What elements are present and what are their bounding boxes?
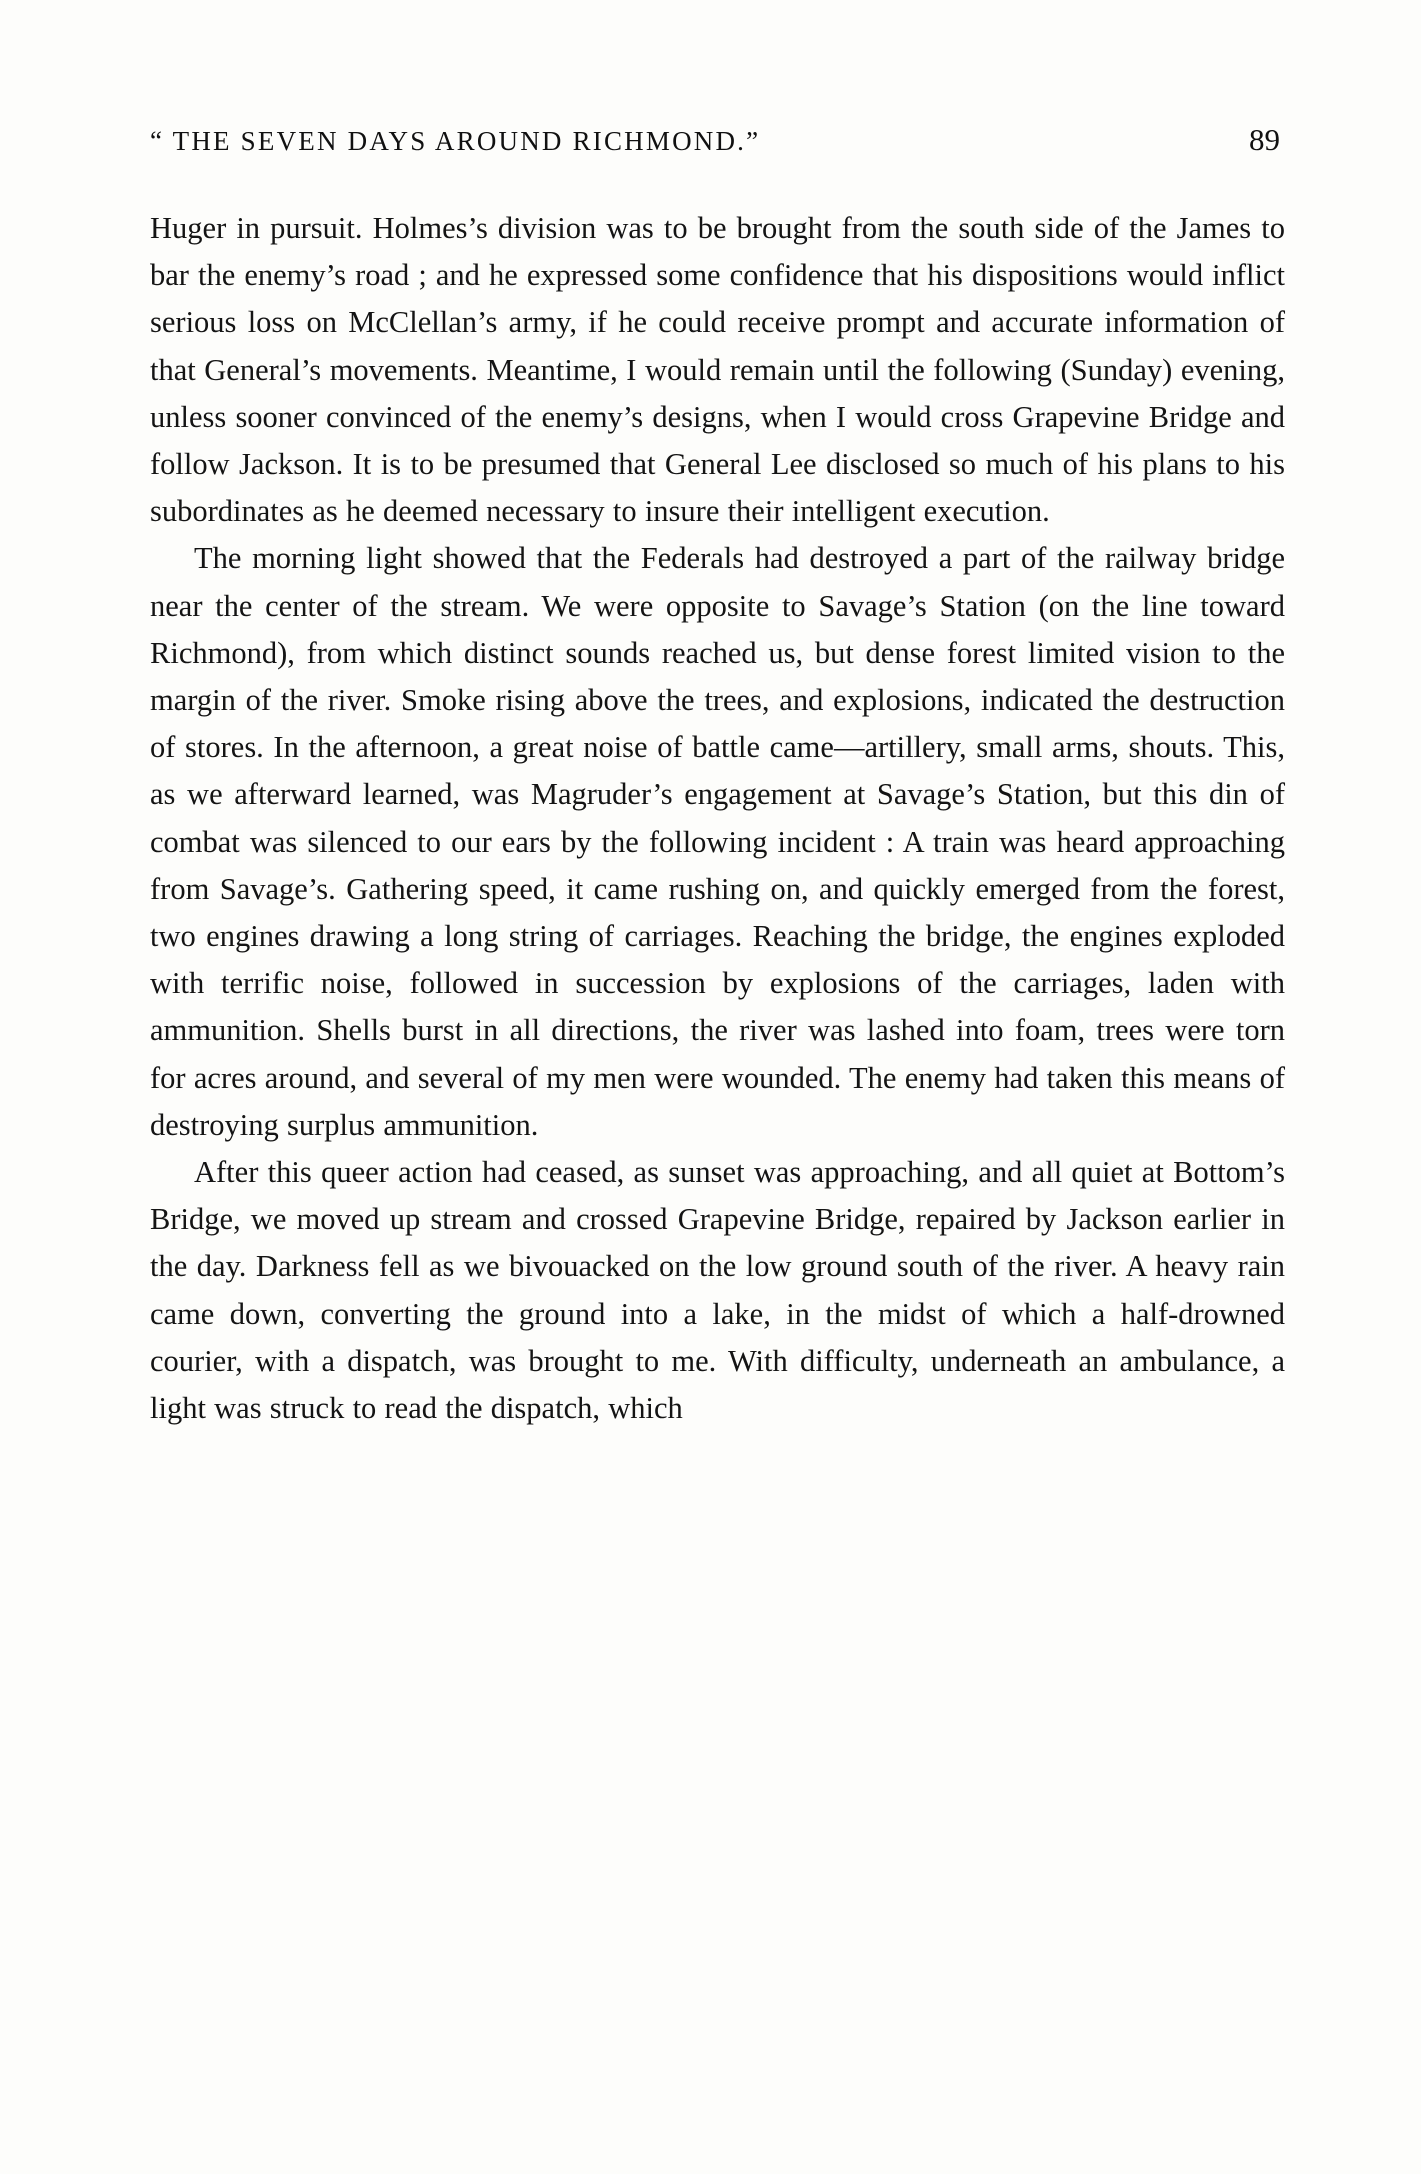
body-text: [150, 205, 1285, 1432]
page-number: 89: [1249, 122, 1280, 157]
paragraph-3: After this queer action had ceased, as sunset was approaching, and all quiet at Bottom’s Bridge, we moved up stream and crossed Grapevine Bridge, repaired by Jackson earlier in the day. Darkness fell as we bivouacked on the low ground south of the river. A heavy rain came down, converting the ground into a lake, in the midst of which a half-drowned courier, with a dispatch, was brought to me. With difficulty, underneath an ambulance, a light was struck to read the dispatch, which: [150, 1155, 1285, 1426]
paragraph-1: Huger in pursuit. Holmes’s division was to be brought from the south side of the James to bar the enemy’s road ; and he expressed some confidence that his dispositions would inflict serious loss on McClellan’s army, if he could receive prompt and accurate information of that General’s movements. Meantime, I would remain until the following (Sunday) evening, unless sooner convinced of the enemy’s designs, when I would cross Grapevine Bridge and follow Jackson. It is to be presumed that General Lee disclosed so much of his plans to his subordinates as he deemed necessary to insure their intelligent execution.: [150, 211, 1285, 529]
page-header: [150, 122, 1280, 158]
running-head: “ THE SEVEN DAYS AROUND RICHMOND.”: [150, 126, 761, 156]
paragraph-2: The morning light showed that the Federals had destroyed a part of the railway bridge near the center of the stream. We were opposite to Savage’s Station (on the line toward Richmond), from which distinct sounds reached us, but dense forest limited vision to the margin of the river. Smoke rising above the trees, and explosions, indicated the destruction of stores. In the afternoon, a great noise of battle came—artillery, small arms, shouts. This, as we afterward learned, was Magruder’s engagement at Savage’s Station, but this din of combat was silenced to our ears by the following incident : A train was heard approaching from Savage’s. Gathering speed, it came rushing on, and quickly emerged from the forest, two engines drawing a long string of carriages. Reaching the bridge, the engines exploded with terrific noise, followed in succession by explosions of the carriages, laden with ammunition. Shells burst in all directions, the river was lashed into foam, trees were torn for acres around, and several of my men were wounded. The enemy had taken this means of destroying surplus ammunition.: [150, 541, 1285, 1142]
